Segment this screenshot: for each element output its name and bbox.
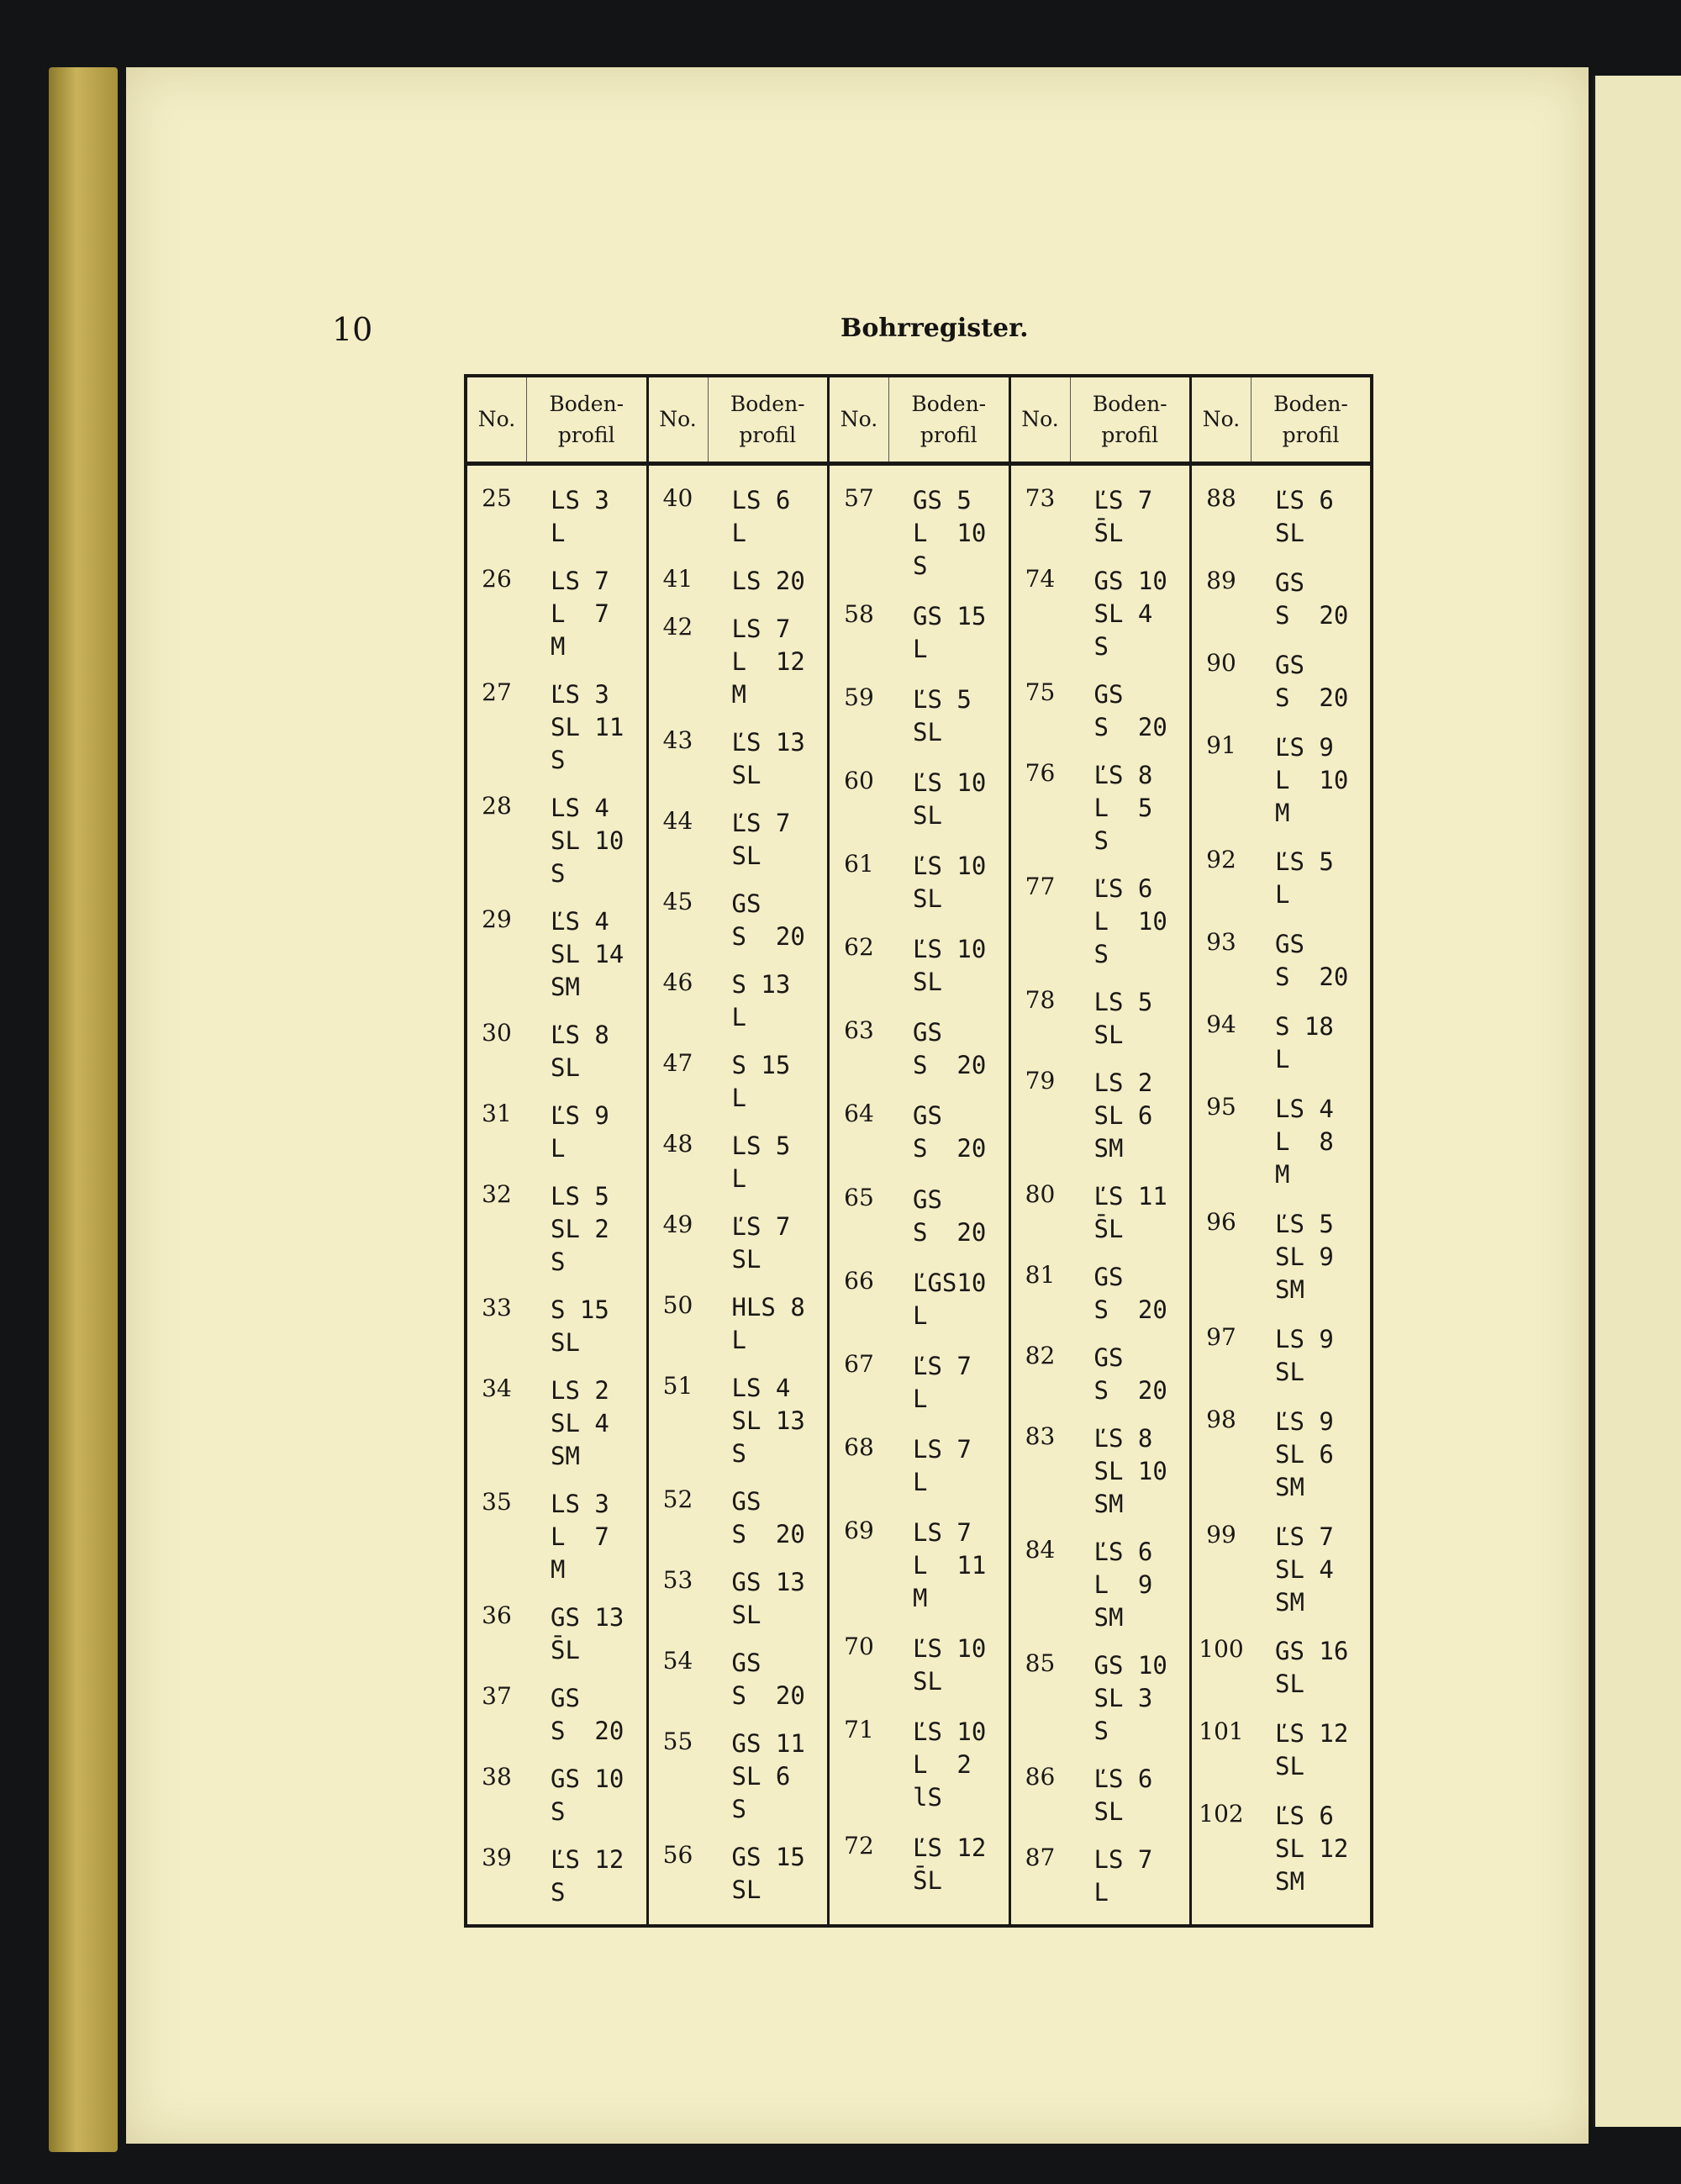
entry-number: 66 xyxy=(844,1266,874,1295)
entry-number: 85 xyxy=(1025,1649,1056,1677)
entry-number: 59 xyxy=(844,683,874,712)
entry-soil-profile: LS 7 L xyxy=(1093,1845,1153,1907)
column-cells xyxy=(468,484,646,1923)
entry-number: 88 xyxy=(1206,484,1236,512)
entry-soil-profile: ĽS 9 L xyxy=(551,1101,609,1163)
entry-soil-profile: LS 7 L 7 M xyxy=(551,567,609,661)
entry-soil-profile: GS S 20 xyxy=(731,889,805,951)
entry-number: 67 xyxy=(844,1349,874,1378)
entry-soil-profile: S 18 L xyxy=(1275,1012,1334,1074)
entry-number: 68 xyxy=(844,1432,874,1461)
entry-soil-profile: ĽS 10 SL xyxy=(913,768,987,831)
entry-soil-profile: GS S 20 xyxy=(551,1684,624,1745)
col-header-no: No. xyxy=(647,376,708,464)
entry-number: 36 xyxy=(482,1601,512,1629)
boring-register-table xyxy=(464,374,1373,1928)
entry-soil-profile: ĽS 7 S̄L xyxy=(1093,486,1153,547)
column-group-5 xyxy=(1191,464,1373,1927)
entry-number: 65 xyxy=(844,1183,874,1211)
entry-soil-profile: ĽS 12 SL xyxy=(1275,1719,1349,1781)
entry-soil-profile: LS 4 SL 10 S xyxy=(551,794,624,888)
col-header-profile xyxy=(527,376,648,464)
entry-soil-profile: LS 2 SL 6 SM xyxy=(1093,1068,1153,1163)
entry-soil-profile: LS 9 SL xyxy=(1275,1324,1334,1386)
entry-number: 40 xyxy=(662,484,693,512)
entry-soil-profile: GS 11 SL 6 S xyxy=(731,1729,805,1823)
entry-soil-profile: ĽS 7 SL 4 SM xyxy=(1275,1522,1334,1617)
header-profile-text: Boden- profil xyxy=(1273,391,1348,447)
entry-soil-profile: GS 15 L xyxy=(913,602,987,664)
entry-soil-profile: ĽS 7 L xyxy=(913,1351,972,1413)
column-group-4 xyxy=(1009,464,1191,1927)
entry-soil-profile: S 13 L xyxy=(731,970,791,1031)
entry-number: 61 xyxy=(844,850,874,878)
entry-soil-profile: GS 10 SL 3 S xyxy=(1093,1651,1167,1745)
entry-soil-profile: ĽS 3 SL 11 S xyxy=(551,680,624,774)
entry-soil-profile: LS 5 SL 2 S xyxy=(551,1182,609,1276)
entry-soil-profile: ĽS 5 SL 9 SM xyxy=(1275,1209,1334,1304)
col-header-no: No. xyxy=(1191,376,1252,464)
entry-soil-profile: ĽGS10 L xyxy=(913,1268,987,1330)
entry-soil-profile: ĽS 6 L 9 SM xyxy=(1093,1538,1153,1632)
entry-number: 82 xyxy=(1025,1342,1056,1369)
entry-number: 51 xyxy=(662,1372,693,1400)
entry-soil-profile: ĽS 11 S̄L xyxy=(1093,1182,1167,1243)
entry-soil-profile: GS S 20 xyxy=(1275,567,1349,630)
entry-soil-profile: GS S 20 xyxy=(1275,650,1349,712)
entry-number: 71 xyxy=(844,1715,874,1744)
entry-number: 39 xyxy=(482,1844,512,1871)
entry-soil-profile: LS 4 L 8 M xyxy=(1275,1095,1334,1190)
col-header-no: No. xyxy=(466,376,527,464)
column-cells xyxy=(830,484,1008,1923)
entry-number: 33 xyxy=(482,1294,512,1321)
entry-number: 56 xyxy=(662,1841,693,1869)
entry-soil-profile: GS S 20 xyxy=(731,1487,805,1548)
header-profile-text: Boden- profil xyxy=(911,391,987,447)
entry-number: 43 xyxy=(662,726,693,754)
entry-soil-profile: ĽS 9 SL 6 SM xyxy=(1275,1406,1334,1501)
entry-soil-profile: LS 3 L xyxy=(551,486,609,547)
entry-soil-profile: ĽS 8 L 5 S xyxy=(1093,761,1153,855)
entry-soil-profile: ĽS 12 S xyxy=(551,1845,624,1907)
entry-soil-profile: LS 20 xyxy=(731,567,805,595)
entry-number: 76 xyxy=(1025,759,1056,787)
entry-number: 53 xyxy=(662,1566,693,1594)
entry-soil-profile: ĽS 10 SL xyxy=(913,1633,987,1696)
entry-number: 60 xyxy=(844,767,874,795)
entry-number: 90 xyxy=(1206,648,1236,677)
entry-soil-profile: LS 4 SL 13 S xyxy=(731,1374,805,1468)
table-body-row xyxy=(466,464,1372,1927)
entry-number: 28 xyxy=(482,792,512,820)
entry-soil-profile: ĽS 4 SL 14 SM xyxy=(551,907,624,1001)
entry-number: 27 xyxy=(482,678,512,706)
entry-soil-profile: ĽS 13 SL xyxy=(731,728,805,789)
entry-soil-profile: ĽS 8 SL 10 SM xyxy=(1093,1424,1167,1518)
entry-number: 48 xyxy=(662,1130,693,1158)
entry-soil-profile: S 15 SL xyxy=(551,1295,609,1357)
entry-soil-profile: GS 5 L 10 S xyxy=(913,486,987,580)
entry-number: 74 xyxy=(1025,565,1056,593)
entry-soil-profile: GS 13 SL xyxy=(731,1568,805,1629)
entry-number: 86 xyxy=(1025,1763,1056,1791)
entry-soil-profile: LS 7 L 11 M xyxy=(913,1517,987,1612)
entry-soil-profile: LS 5 L xyxy=(731,1132,791,1193)
entry-number: 95 xyxy=(1206,1093,1236,1121)
entry-number: 77 xyxy=(1025,873,1056,900)
entry-number: 44 xyxy=(662,807,693,835)
entry-number: 37 xyxy=(482,1682,512,1710)
entry-number: 73 xyxy=(1025,484,1056,512)
header-profile-text: Boden- profil xyxy=(549,391,624,447)
entry-number: 42 xyxy=(662,613,693,641)
entry-number: 70 xyxy=(844,1632,874,1660)
entry-number: 38 xyxy=(482,1763,512,1791)
entry-soil-profile: LS 2 SL 4 SM xyxy=(551,1376,609,1470)
next-page-edge xyxy=(1593,76,1681,2127)
entry-soil-profile: GS S 20 xyxy=(1093,1263,1167,1324)
col-header-no: No. xyxy=(1009,376,1070,464)
entry-number: 32 xyxy=(482,1180,512,1208)
entry-number: 72 xyxy=(844,1831,874,1860)
entry-number: 30 xyxy=(482,1019,512,1047)
entry-soil-profile: ĽS 10 SL xyxy=(913,852,987,914)
entry-number: 34 xyxy=(482,1374,512,1402)
entry-soil-profile: ĽS 10 L 2 lS xyxy=(913,1717,987,1812)
entry-number: 94 xyxy=(1206,1010,1236,1039)
entry-soil-profile: ĽS 7 SL xyxy=(731,1212,791,1274)
entry-soil-profile: GS S 20 xyxy=(1275,930,1349,992)
entry-number: 52 xyxy=(662,1485,693,1513)
column-group-1 xyxy=(466,464,647,1927)
entry-number: 81 xyxy=(1025,1261,1056,1289)
entry-number: 63 xyxy=(844,1016,874,1045)
entry-number: 89 xyxy=(1206,566,1236,594)
col-header-profile xyxy=(1252,376,1373,464)
col-header-profile xyxy=(708,376,829,464)
entry-number: 83 xyxy=(1025,1422,1056,1450)
entry-number: 31 xyxy=(482,1100,512,1127)
entry-number: 50 xyxy=(662,1291,693,1319)
entry-number: 58 xyxy=(844,600,874,629)
entry-number: 29 xyxy=(482,905,512,933)
entry-number: 75 xyxy=(1025,678,1056,706)
entry-soil-profile: GS S 20 xyxy=(1093,680,1167,741)
entry-number: 93 xyxy=(1206,928,1236,957)
entry-soil-profile: LS 6 L xyxy=(731,486,791,547)
entry-soil-profile: S 15 L xyxy=(731,1051,791,1112)
entry-number: 55 xyxy=(662,1728,693,1755)
page-title: Bohrregister. xyxy=(840,314,1029,343)
column-cells xyxy=(1193,484,1369,1923)
entry-soil-profile: ĽS 5 L xyxy=(1275,847,1334,910)
header-profile-text: Boden- profil xyxy=(730,391,805,447)
entry-number: 41 xyxy=(662,565,693,593)
entry-soil-profile: GS 10 S xyxy=(551,1765,624,1826)
entry-number: 84 xyxy=(1025,1536,1056,1564)
entry-number: 79 xyxy=(1025,1067,1056,1095)
entry-number: 69 xyxy=(844,1516,874,1544)
entry-number: 101 xyxy=(1199,1717,1244,1746)
entry-soil-profile: GS 16 SL xyxy=(1275,1637,1349,1699)
entry-soil-profile: LS 7 L xyxy=(913,1434,972,1496)
entry-soil-profile: ĽS 6 SL xyxy=(1275,486,1334,547)
entry-soil-profile: ĽS 12 S̄L xyxy=(913,1833,987,1895)
entry-number: 87 xyxy=(1025,1844,1056,1871)
entry-soil-profile: LS 5 SL xyxy=(1093,988,1153,1049)
entry-soil-profile: GS S 20 xyxy=(913,1018,987,1080)
entry-number: 100 xyxy=(1199,1635,1244,1664)
entry-number: 64 xyxy=(844,1100,874,1128)
entry-soil-profile: ĽS 9 L 10 M xyxy=(1275,732,1349,827)
column-cells xyxy=(650,484,827,1923)
entry-soil-profile: GS S 20 xyxy=(731,1649,805,1710)
entry-soil-profile: GS 10 SL 4 S xyxy=(1093,567,1167,661)
entry-soil-profile: LS 7 L 12 M xyxy=(731,615,805,709)
entry-soil-profile: GS S 20 xyxy=(1093,1343,1167,1405)
col-header-no: No. xyxy=(829,376,889,464)
column-group-2 xyxy=(647,464,829,1927)
entry-soil-profile: GS 15 SL xyxy=(731,1843,805,1904)
entry-number: 26 xyxy=(482,565,512,593)
book-binding xyxy=(49,67,118,2152)
entry-number: 35 xyxy=(482,1488,512,1516)
entry-soil-profile: ĽS 6 SL xyxy=(1093,1765,1153,1826)
entry-soil-profile: HLS 8 L xyxy=(731,1293,805,1354)
column-group-3 xyxy=(829,464,1010,1927)
entry-soil-profile: ĽS 6 L 10 S xyxy=(1093,874,1167,968)
entry-number: 98 xyxy=(1206,1405,1236,1433)
entry-number: 97 xyxy=(1206,1322,1236,1351)
col-header-profile xyxy=(889,376,1010,464)
entry-number: 25 xyxy=(482,484,512,512)
entry-number: 78 xyxy=(1025,986,1056,1014)
entry-soil-profile: ĽS 6 SL 12 SM xyxy=(1275,1802,1349,1896)
header-profile-text: Boden- profil xyxy=(1092,391,1167,447)
entry-soil-profile: GS S 20 xyxy=(913,1101,987,1163)
col-header-profile xyxy=(1070,376,1191,464)
entry-number: 92 xyxy=(1206,846,1236,874)
entry-number: 49 xyxy=(662,1211,693,1238)
entry-number: 96 xyxy=(1206,1207,1236,1236)
entry-number: 80 xyxy=(1025,1180,1056,1208)
entry-number: 57 xyxy=(844,484,874,512)
entry-soil-profile: GS 13 S̄L xyxy=(551,1603,624,1664)
table-header-row xyxy=(466,376,1372,464)
entry-number: 54 xyxy=(662,1647,693,1675)
entry-number: 99 xyxy=(1206,1520,1236,1548)
entry-soil-profile: ĽS 10 SL xyxy=(913,935,987,997)
entry-soil-profile: GS S 20 xyxy=(913,1184,987,1247)
entry-soil-profile: ĽS 8 SL xyxy=(551,1021,609,1082)
entry-soil-profile: LS 3 L 7 M xyxy=(551,1490,609,1584)
entry-number: 45 xyxy=(662,888,693,915)
entry-number: 47 xyxy=(662,1049,693,1077)
column-cells xyxy=(1012,484,1189,1923)
entry-number: 46 xyxy=(662,968,693,996)
entry-number: 102 xyxy=(1199,1800,1244,1828)
page-number: 10 xyxy=(332,311,373,348)
entry-soil-profile: ĽS 7 SL xyxy=(731,809,791,870)
entry-soil-profile: ĽS 5 SL xyxy=(913,685,972,747)
entry-number: 91 xyxy=(1206,731,1236,759)
entry-number: 62 xyxy=(844,933,874,962)
